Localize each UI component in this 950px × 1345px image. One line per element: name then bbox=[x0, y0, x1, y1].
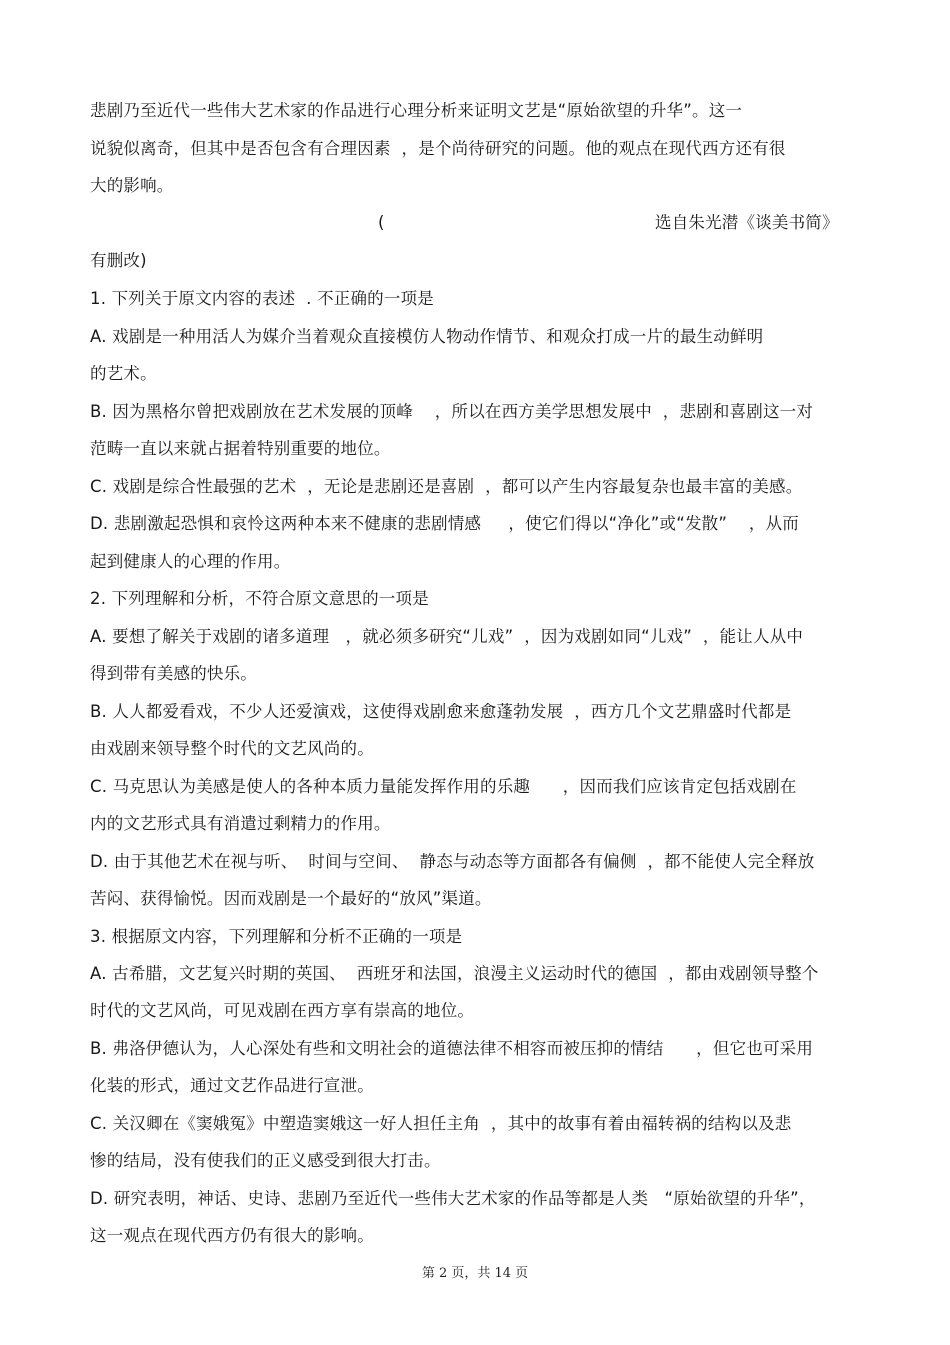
question-1-stem: 1. 下列关于原文内容的表述 . 不正确的一项是 bbox=[90, 289, 434, 308]
passage-line: 悲剧乃至近代一些伟大艺术家的作品进行心理分析来证明文艺是“原始欲望的升华”。这一 bbox=[90, 101, 743, 120]
q2-option-c-cont: 内的文艺形式具有消遣过剩精力的作用。 bbox=[90, 814, 391, 833]
passage-line: 说貌似离奇，但其中是否包含有合理因素 ，是个尚待研究的问题。他的观点在现代西方还有很 bbox=[90, 139, 786, 158]
q2-option-b-cont: 由戏剧来领导整个时代的文艺风尚的。 bbox=[90, 739, 374, 758]
q3-option-a: A. 古希腊，文艺复兴时期的英国、 西班牙和法国，浪漫主义运动时代的德国 ，都由戏剧领导整个 bbox=[90, 964, 819, 983]
source-citation-end: 有删改) bbox=[90, 251, 147, 270]
q2-option-a-cont: 得到带有美感的快乐。 bbox=[90, 664, 257, 683]
q1-option-b: B. 因为黑格尔曾把戏剧放在艺术发展的顶峰 ，所以在西方美学思想发展中 ，悲剧和喜剧这一对 bbox=[90, 402, 814, 421]
q2-option-d-cont: 苦闷、获得愉悦。因而戏剧是一个最好的“放风”渠道。 bbox=[90, 889, 492, 908]
q2-option-d: D. 由于其他艺术在视与听、 时间与空间、 静态与动态等方面都各有偏侧 ，都不能使人完全释放 bbox=[90, 852, 815, 871]
q1-option-d-cont: 起到健康人的心理的作用。 bbox=[90, 552, 291, 571]
question-3-stem: 3. 根据原文内容，下列理解和分析不正确的一项是 bbox=[90, 927, 463, 946]
q1-option-c: C. 戏剧是综合性最强的艺术 ，无论是悲剧还是喜剧 ，都可以产生内容最复杂也最丰富的美感。 bbox=[90, 477, 803, 496]
q3-option-b: B. 弗洛伊德认为，人心深处有些和文明社会的道德法律不相容而被压抑的情结 ，但它也可采用 bbox=[90, 1039, 814, 1058]
q3-option-c-cont: 惨的结局，没有使我们的正义感受到很大打击。 bbox=[90, 1151, 441, 1170]
passage-line: 大的影响。 bbox=[90, 176, 174, 195]
q3-option-d: D. 研究表明，神话、史诗、悲剧乃至近代一些伟大艺术家的作品等都是人类 “原始欲望的升华”， bbox=[90, 1189, 816, 1208]
q1-option-a-cont: 的艺术。 bbox=[90, 364, 157, 383]
source-citation: 选自朱光潜《谈美书简》 bbox=[655, 213, 839, 232]
q1-option-d: D. 悲剧激起恐惧和哀怜这两种本来不健康的悲剧情感 ，使它们得以“净化”或“发散” ，从而 bbox=[90, 514, 799, 533]
q2-option-c: C. 马克思认为美感是使人的各种本质力量能发挥作用的乐趣 ，因而我们应该肯定包括戏剧在 bbox=[90, 777, 797, 796]
q3-option-a-cont: 时代的文艺风尚，可见戏剧在西方享有崇高的地位。 bbox=[90, 1001, 475, 1020]
q3-option-d-cont: 这一观点在现代西方仍有很大的影响。 bbox=[90, 1226, 374, 1245]
q1-option-a: A. 戏剧是一种用活人为媒介当着观众直接模仿人物动作情节、和观众打成一片的最生动鲜明 bbox=[90, 327, 764, 346]
q2-option-b: B. 人人都爱看戏，不少人还爱演戏，这使得戏剧愈来愈蓬勃发展 ，西方几个文艺鼎盛时代都是 bbox=[90, 702, 792, 721]
q2-option-a: A. 要想了解关于戏剧的诸多道理 ，就必须多研究“儿戏” ，因为戏剧如同“儿戏” ，能让人从中 bbox=[90, 627, 804, 646]
q1-option-b-cont: 范畴一直以来就占据着特别重要的地位。 bbox=[90, 439, 391, 458]
q3-option-c: C. 关汉卿在《窦娥冤》中塑造窦娥这一好人担任主角 ，其中的故事有着由福转祸的结构以及悲 bbox=[90, 1114, 792, 1133]
question-2-stem: 2. 下列理解和分析，不符合原文意思的一项是 bbox=[90, 589, 429, 608]
page-footer: 第 2 页，共 14 页 bbox=[421, 1266, 529, 1281]
q3-option-b-cont: 化装的形式，通过文艺作品进行宣泄。 bbox=[90, 1076, 374, 1095]
source-paren: ( bbox=[378, 213, 385, 232]
